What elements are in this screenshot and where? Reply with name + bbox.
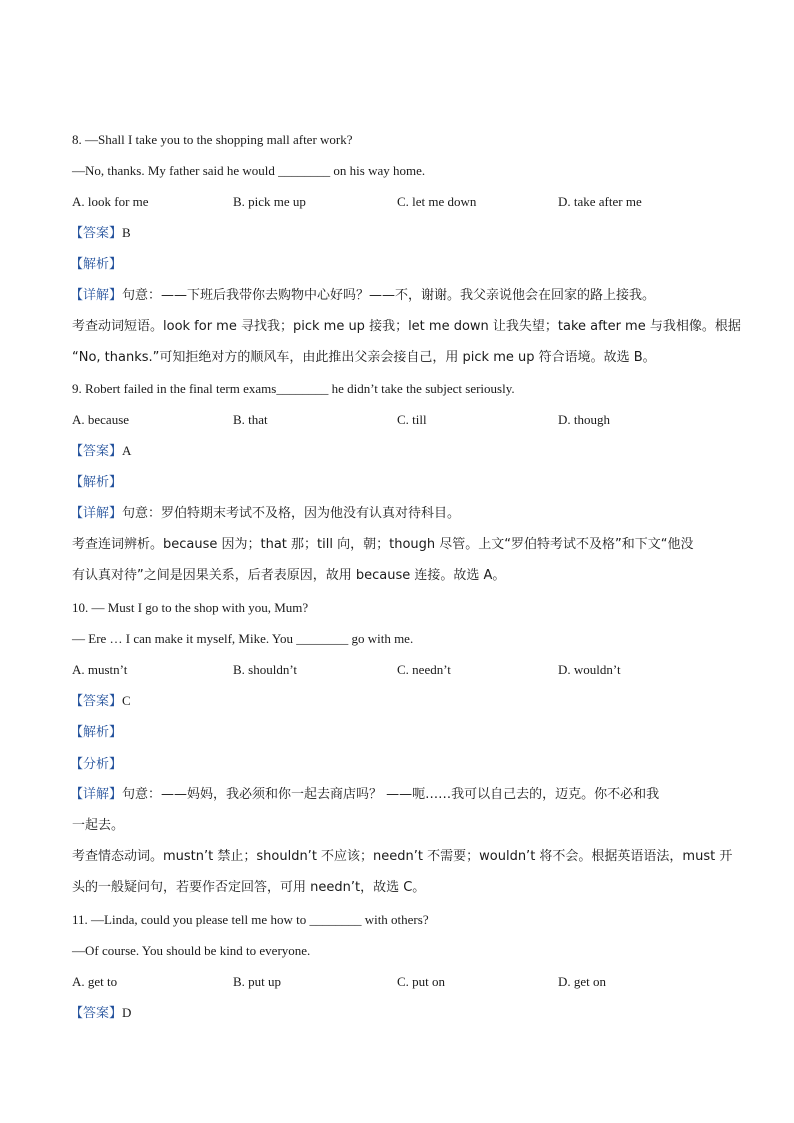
q10-options	[72, 661, 722, 679]
q8-options	[72, 193, 722, 211]
detail-tag: 【详解】	[70, 288, 123, 303]
q10-explain-line1: 考查情态动词。mustn’t 禁止；shouldn’t 不应该；needn’t 不需要；wouldn’t 将不会。根据英语语法，must 开	[72, 849, 733, 864]
q11-option-d: D. get on	[558, 974, 607, 989]
detail-text: 句意：罗伯特期末考试不及格，因为他没有认真对待科目。	[122, 506, 461, 521]
q9-option-a: A. because	[72, 412, 130, 427]
answer-value: D	[122, 1005, 132, 1020]
q8-option-b: B. pick me up	[233, 194, 306, 209]
q10-analysis2-heading	[70, 755, 734, 774]
q11-option-a: A. get to	[72, 974, 118, 989]
q10-stem: 10. — Must I go to the shop with you, Mum?	[72, 600, 309, 615]
analysis-tag: 【解析】	[70, 725, 123, 740]
q8-option-a: A. look for me	[72, 194, 149, 209]
q9-analysis-heading	[70, 473, 734, 492]
q9-explain-line2: 有认真对待”之间是因果关系，后者表原因，故用 because 连接。故选 A。	[72, 568, 506, 583]
q11-option-b: B. put up	[233, 974, 282, 989]
q9-option-d: D. though	[558, 412, 610, 427]
q9-option-c: C. till	[397, 412, 427, 427]
detail-text: 句意：——下班后我带你去购物中心好吗？——不，谢谢。我父亲说他会在回家的路上接我。	[122, 288, 656, 303]
detail-text: 句意：——妈妈，我必须和你一起去商店吗？ ——呃……我可以自己去的，迈克。你不必和我	[122, 787, 660, 802]
q9-options	[72, 411, 722, 429]
q9-explain-line1: 考查连词辨析。because 因为；that 那；till 向，朝；though 尽管。上文“罗伯特考试不及格”和下文“他没	[72, 537, 694, 552]
q8-option-d: D. take after me	[558, 194, 642, 209]
q8-stem-reply: —No, thanks. My father said he would ________ on his way home.	[72, 163, 426, 178]
q10-analysis-heading	[70, 723, 734, 742]
analysis2-tag: 【分析】	[70, 757, 123, 772]
q10-stem-reply: — Ere … I can make it myself, Mike. You ________ go with me.	[72, 631, 414, 646]
q8-explain-line1: 考查动词短语。look for me 寻找我；pick me up 接我；let me down 让我失望；take after me 与我相像。根据	[72, 319, 741, 334]
answer-tag: 【答案】	[70, 694, 123, 709]
q10-explain-line2: 头的一般疑问句，若要作否定回答，可用 needn’t，故选 C。	[72, 880, 426, 895]
q10-option-d: D. wouldn’t	[558, 662, 621, 677]
q10-detail	[70, 786, 734, 804]
q10-option-b: B. shouldn’t	[233, 662, 298, 677]
q11-option-c: C. put on	[397, 974, 446, 989]
q8-analysis-heading	[70, 255, 734, 274]
q10-detail-line2: 一起去。	[72, 818, 125, 833]
q9-stem: 9. Robert failed in the final term exams________ he didn’t take the subject seriously.	[72, 381, 515, 396]
analysis-tag: 【解析】	[70, 475, 123, 490]
q9-answer	[70, 442, 734, 461]
answer-tag: 【答案】	[70, 1006, 123, 1021]
analysis-tag: 【解析】	[70, 257, 123, 272]
answer-value: C	[122, 693, 131, 708]
q11-answer	[70, 1004, 734, 1023]
answer-value: B	[122, 225, 131, 240]
detail-tag: 【详解】	[70, 787, 123, 802]
detail-tag: 【详解】	[70, 506, 123, 521]
q8-stem: 8. —Shall I take you to the shopping mall after work?	[72, 132, 353, 147]
answer-tag: 【答案】	[70, 226, 123, 241]
q9-detail	[70, 505, 734, 523]
q8-answer	[70, 224, 734, 243]
answer-value: A	[122, 443, 132, 458]
q10-answer	[70, 692, 734, 711]
q9-option-b: B. that	[233, 412, 268, 427]
q8-detail	[70, 287, 734, 305]
answer-tag: 【答案】	[70, 444, 123, 459]
q10-option-c: C. needn’t	[397, 662, 451, 677]
q8-option-c: C. let me down	[397, 194, 477, 209]
q11-stem: 11. —Linda, could you please tell me how to ________ with others?	[72, 912, 429, 927]
q8-explain-line2: “No, thanks.”可知拒绝对方的顺风车，由此推出父亲会接自己，用 pick me up 符合语境。故选 B。	[72, 350, 656, 365]
q11-options	[72, 973, 722, 991]
q11-stem-reply: —Of course. You should be kind to everyone.	[72, 943, 311, 958]
q10-option-a: A. mustn’t	[72, 662, 128, 677]
